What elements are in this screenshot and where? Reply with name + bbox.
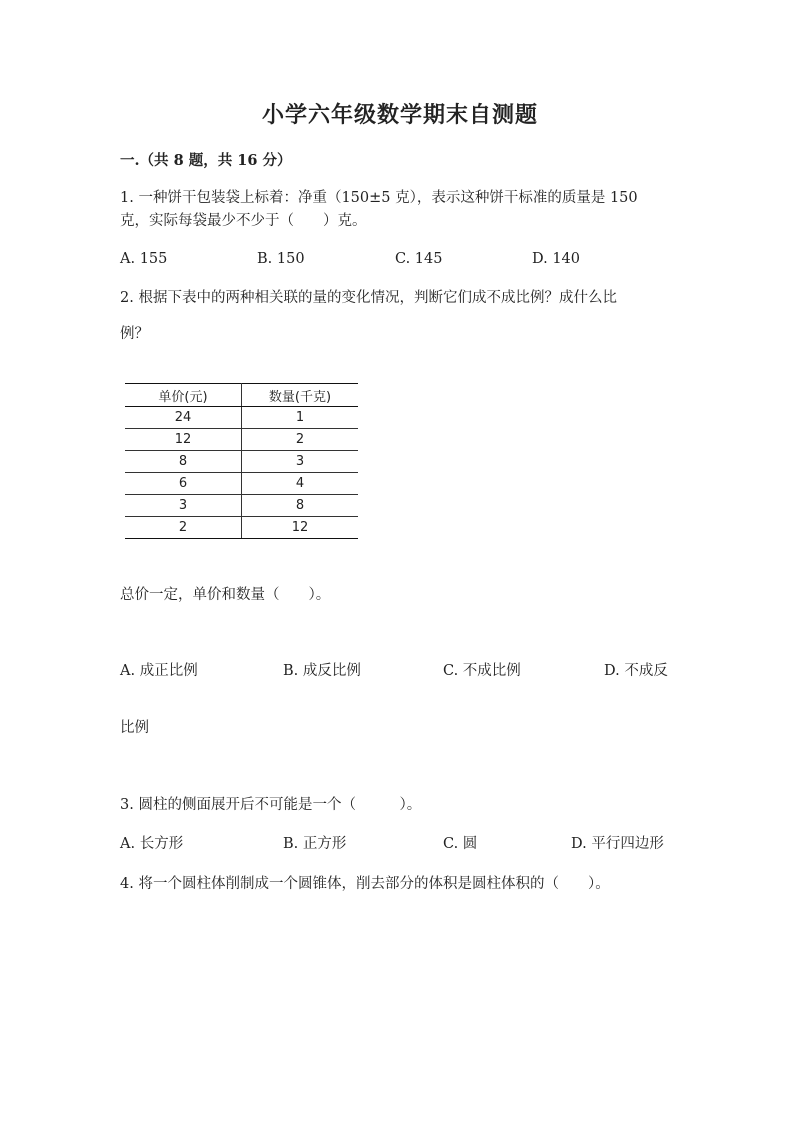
question-2-line-2: 例？ [120, 326, 149, 342]
table-cell: 24 [125, 407, 242, 429]
question-1-option-b: B. 150 [257, 251, 305, 267]
table-cell: 2 [125, 517, 242, 539]
table-cell: 4 [242, 473, 359, 495]
table-cell: 3 [242, 451, 359, 473]
price-quantity-table [125, 383, 358, 539]
page-title: 小学六年级数学期末自测题 [261, 102, 538, 128]
table-row [125, 451, 358, 473]
question-2-option-d: D. 不成反 [604, 663, 668, 679]
question-2-option-d-wrap: 比例 [120, 720, 149, 736]
table-cell: 12 [125, 429, 242, 451]
question-4-text: 4. 将一个圆柱体削制成一个圆锥体，削去部分的体积是圆柱体积的（ ）。 [120, 876, 610, 892]
table-cell: 12 [242, 517, 359, 539]
question-3-text: 3. 圆柱的侧面展开后不可能是一个（ ）。 [120, 797, 422, 813]
question-1-line-2: 克，实际每袋最少不少于（ ）克。 [120, 213, 367, 229]
table-header-cell: 单价(元) [125, 384, 242, 407]
table-cell: 1 [242, 407, 359, 429]
table-row [125, 407, 358, 429]
table-header-cell: 数量(千克) [242, 384, 359, 407]
section-heading: 一.（共 8 题，共 16 分） [120, 152, 292, 169]
question-2-option-a: A. 成正比例 [120, 663, 198, 679]
question-3-option-d: D. 平行四边形 [571, 836, 664, 852]
table-row [125, 429, 358, 451]
table-row [125, 473, 358, 495]
question-2-option-b: B. 成反比例 [283, 663, 361, 679]
table-header-row [125, 384, 358, 407]
question-3-option-b: B. 正方形 [283, 836, 347, 852]
table-cell: 2 [242, 429, 359, 451]
question-1-option-a: A. 155 [120, 251, 168, 267]
table-row [125, 517, 358, 539]
question-2-option-c: C. 不成比例 [443, 663, 521, 679]
question-2-prompt: 总价一定，单价和数量（ ）。 [120, 587, 331, 603]
table-cell: 6 [125, 473, 242, 495]
table-row [125, 495, 358, 517]
question-1-line-1: 1. 一种饼干包装袋上标着：净重（150±5 克），表示这种饼干标准的质量是 150 [120, 190, 638, 206]
question-1-option-d: D. 140 [532, 251, 581, 267]
question-3-option-c: C. 圆 [443, 836, 478, 852]
table-cell: 8 [125, 451, 242, 473]
table-cell: 8 [242, 495, 359, 517]
question-3-option-a: A. 长方形 [120, 836, 184, 852]
table-cell: 3 [125, 495, 242, 517]
question-1-option-c: C. 145 [395, 251, 443, 267]
question-2-line-1: 2. 根据下表中的两种相关联的量的变化情况，判断它们成不成比例？成什么比 [120, 290, 617, 306]
